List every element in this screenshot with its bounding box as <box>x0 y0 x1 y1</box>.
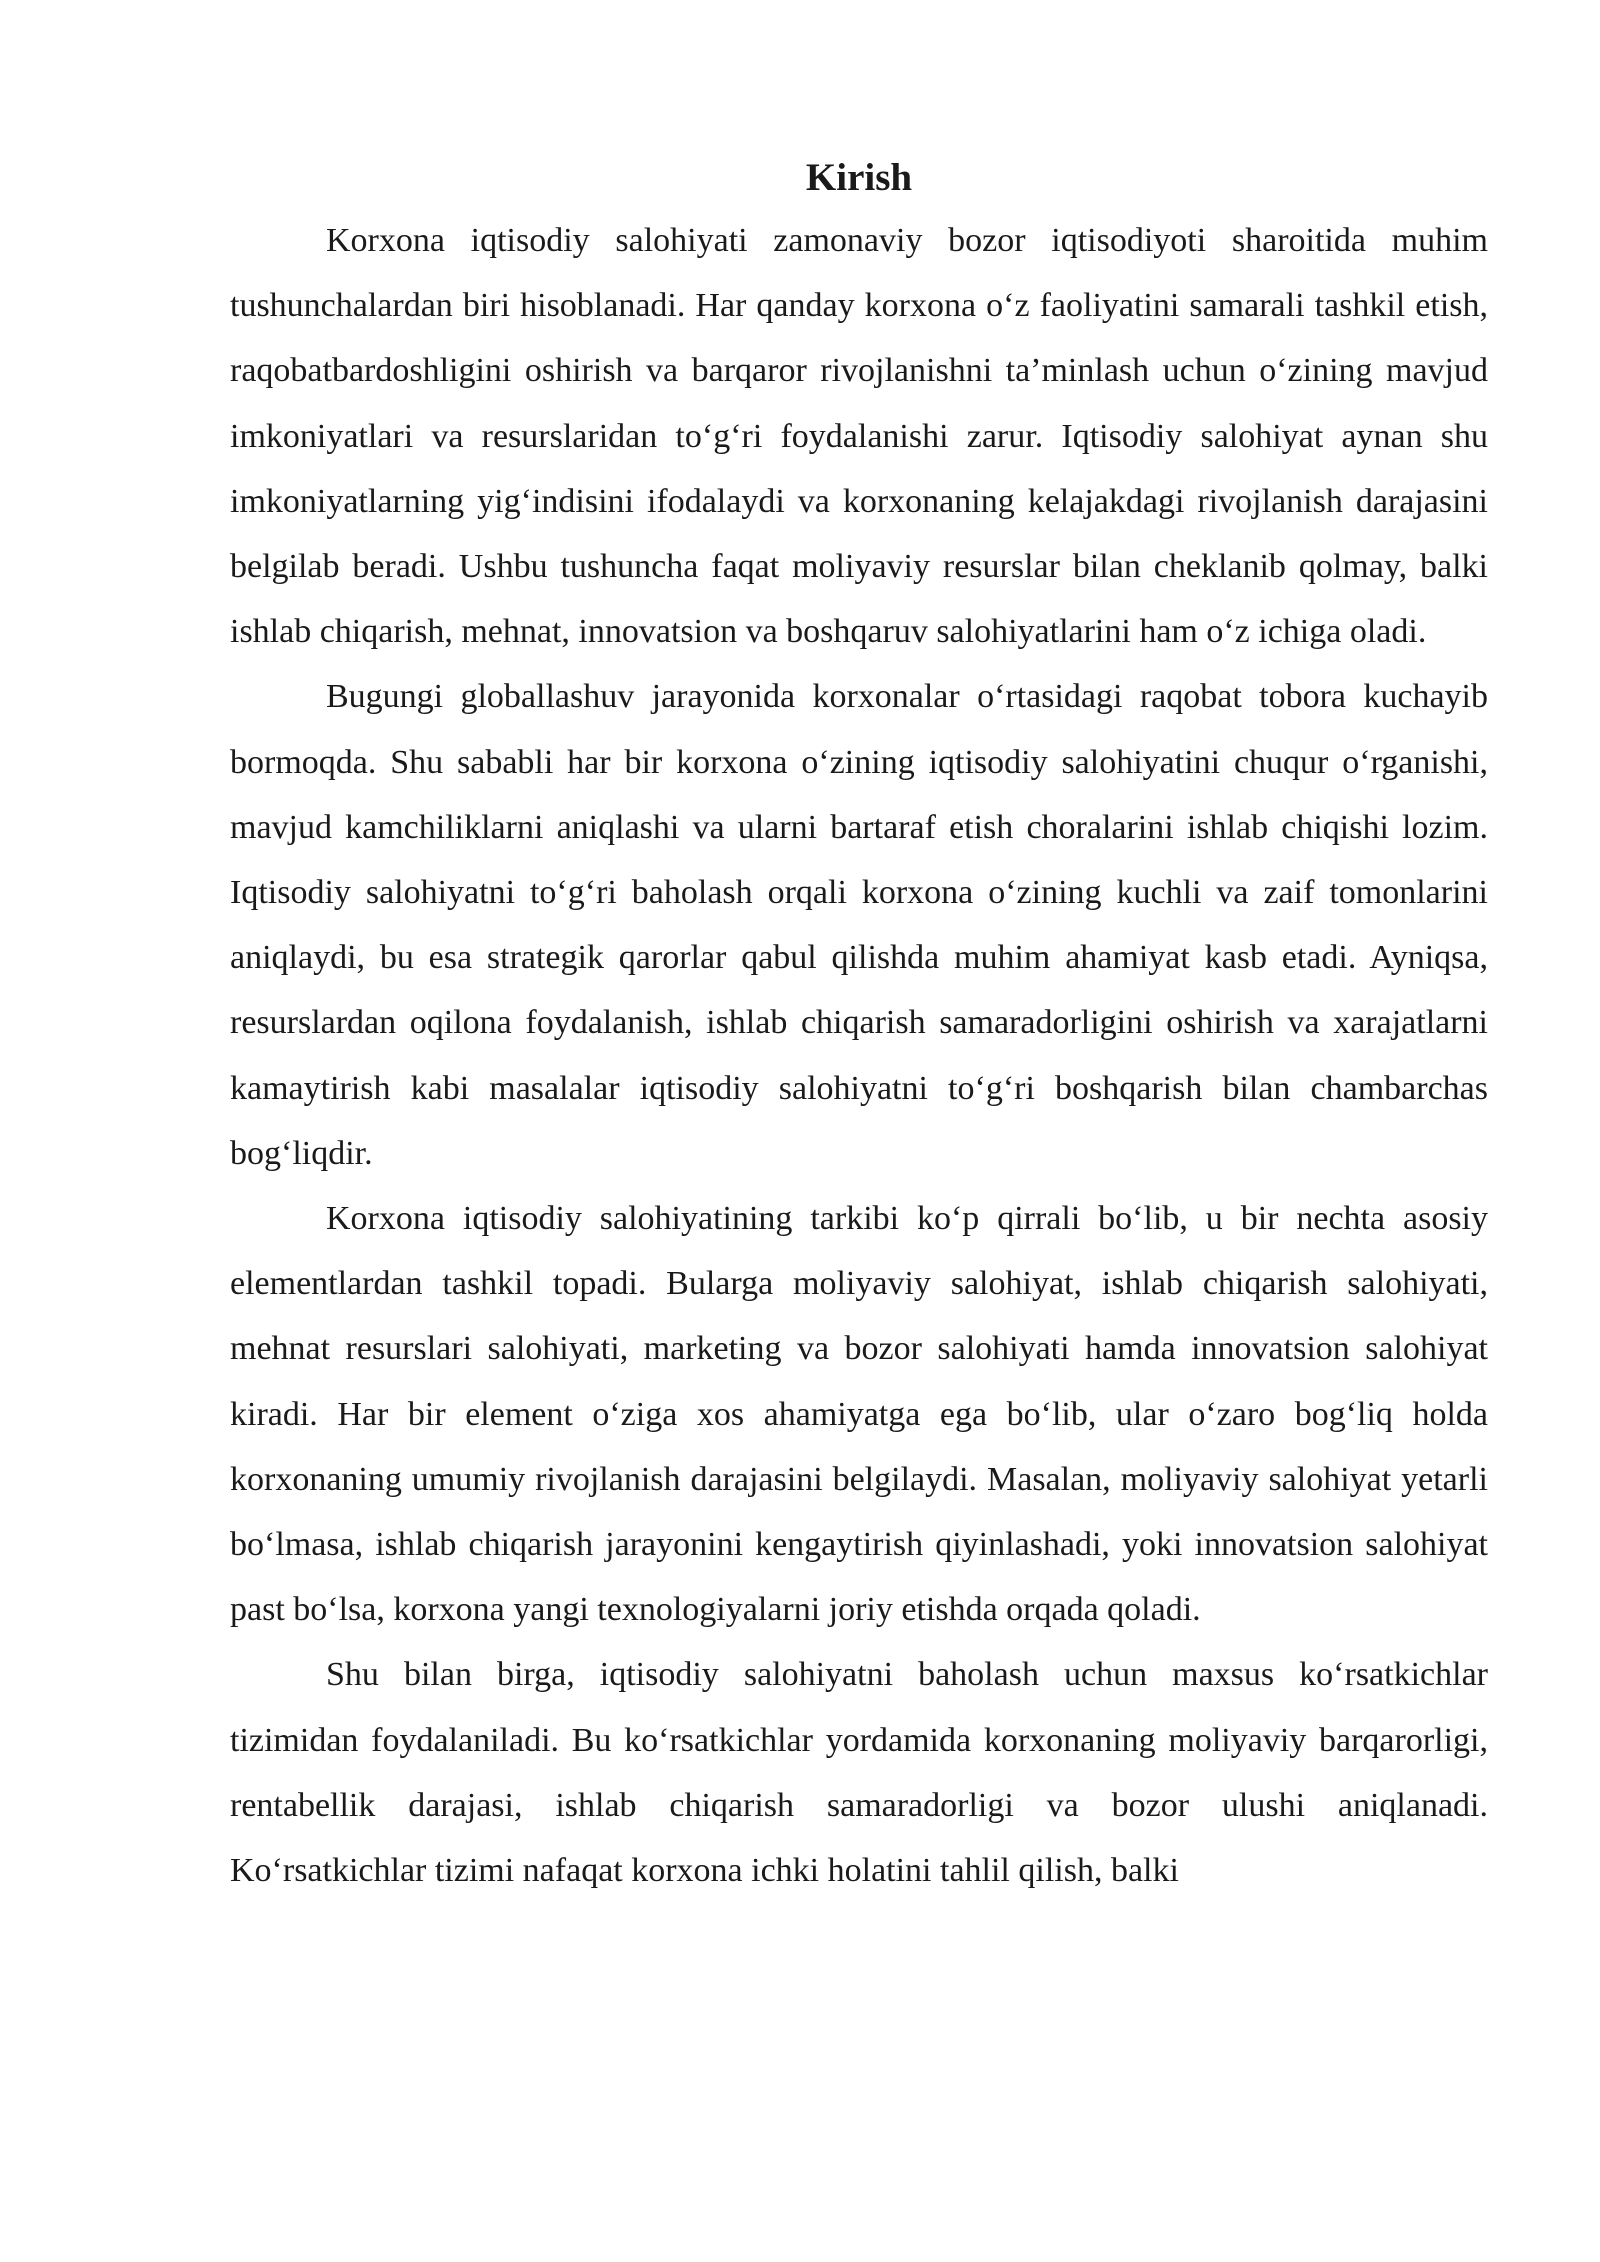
paragraph-2: Bugungi globallashuv jarayonida korxonalar o‘rtasidagi raqobat tobora kuchayib bormoqda. Shu sababli har bir korxona o‘zining iqtisodiy salohiyatini chuqur o‘rganishi, mavjud kamchiliklarni aniqlashi va ularni bartaraf etish choralarini ishlab chiqishi lozim. Iqtisodiy salohiyatni to‘g‘ri baholash orqali korxona o‘zining kuchli va zaif tomonlarini aniqlaydi, bu esa strategik qarorlar qabul qilishda muhim ahamiyat kasb etadi. Ayniqsa, resurslardan oqilona foydalanish, ishlab chiqarish samaradorligini oshirish va xarajatlarni kamaytirish kabi masalalar iqtisodiy salohiyatni to‘g‘ri boshqarish bilan chambarchas bog‘liqdir. <box>230 678 1488 1172</box>
paragraph-4: Shu bilan birga, iqtisodiy salohiyatni baholash uchun maxsus ko‘rsatkichlar tizimidan foydalaniladi. Bu ko‘rsatkichlar yordamida korxonaning moliyaviy barqarorligi, rentabellik darajasi, ishlab chiqarish samaradorligi va bozor ulushi aniqlanadi. Ko‘rsatkichlar tizimi nafaqat korxona ichki holatini tahlil qilish, balki <box>230 1656 1488 1890</box>
paragraph-3: Korxona iqtisodiy salohiyatining tarkibi ko‘p qirrali bo‘lib, u bir nechta asosiy elementlardan tashkil topadi. Bularga moliyaviy salohiyat, ishlab chiqarish salohiyati, mehnat resurslari salohiyati, marketing va bozor salohiyati hamda innovatsion salohiyat kiradi. Har bir element o‘ziga xos ahamiyatga ega bo‘lib, ular o‘zaro bog‘liq holda korxonaning umumiy rivojlanish darajasini belgilaydi. Masalan, moliyaviy salohiyat yetarli bo‘lmasa, ishlab chiqarish jarayonini kengaytirish qiyinlashadi, yoki innovatsion salohiyat past bo‘lsa, korxona yangi texnologiyalarni joriy etishda orqada qoladi. <box>230 1200 1488 1629</box>
paragraph-1: Korxona iqtisodiy salohiyati zamonaviy bozor iqtisodiyoti sharoitida muhim tushunchalardan biri hisoblanadi. Har qanday korxona o‘z faoliyatini samarali tashkil etish, raqobatbardoshligini oshirish va barqaror rivojlanishni ta’minlash uchun o‘zining mavjud imkoniyatlari va resurslaridan to‘g‘ri foydalanishi zarur. Iqtisodiy salohiyat aynan shu imkoniyatlarning yig‘indisini ifodalaydi va korxonaning kelajakdagi rivojlanish darajasini belgilab beradi. Ushbu tushuncha faqat moliyaviy resurslar bilan cheklanib qolmay, balki ishlab chiqarish, mehnat, innovatsion va boshqaruv salohiyatlarini ham o‘z ichiga oladi. <box>230 222 1488 651</box>
document-body <box>230 150 1488 1903</box>
page-title: Kirish <box>805 156 913 199</box>
